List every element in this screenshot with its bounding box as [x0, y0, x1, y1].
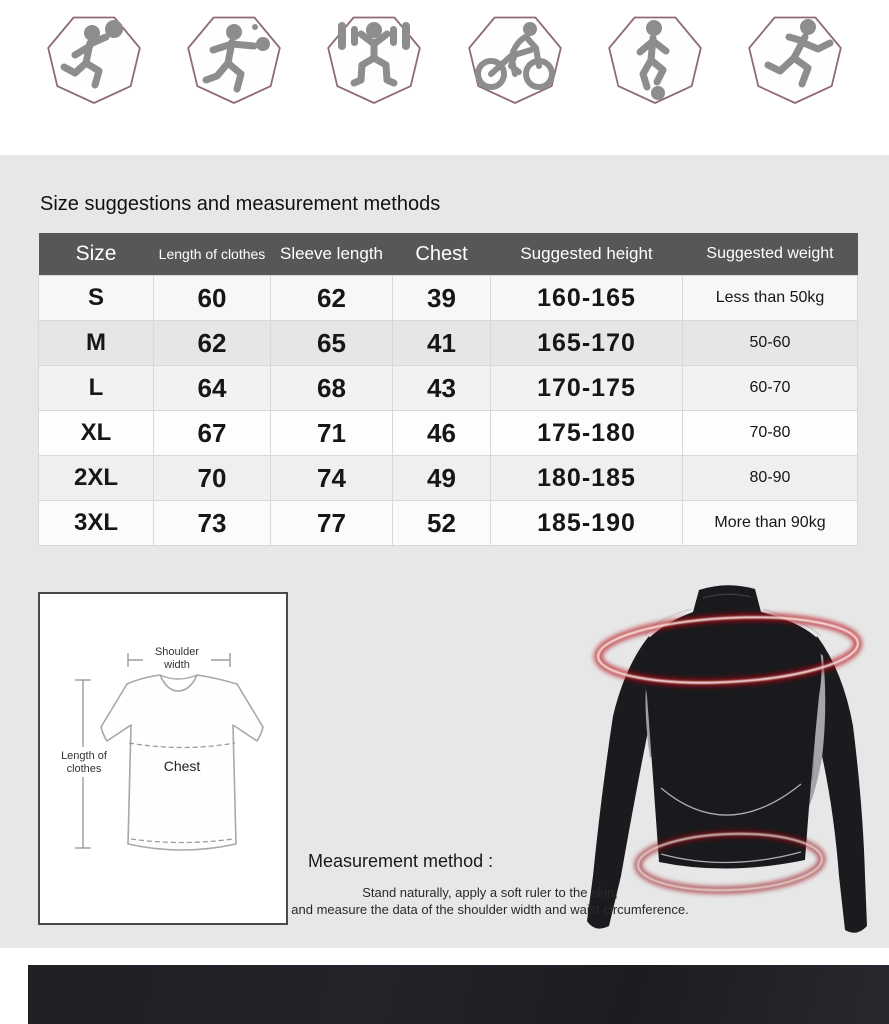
length-clothes-label: Length of: [61, 750, 107, 762]
size-table-header-row: [39, 233, 858, 276]
cell-size: XL: [39, 411, 154, 456]
size-table-header-cell: Suggested weight: [683, 233, 858, 276]
measurement-method-description: [283, 884, 697, 918]
size-table-header-cell: Sleeve length: [271, 233, 393, 276]
cell-size: S: [39, 276, 154, 321]
size-table-row: [39, 276, 858, 321]
cell-length: 70: [154, 456, 271, 501]
cell-chest: 43: [393, 366, 491, 411]
cell-length: 67: [154, 411, 271, 456]
cell-chest: 52: [393, 501, 491, 546]
cell-weight: 80-90: [683, 456, 858, 501]
chest-label: Chest: [163, 758, 201, 774]
size-table: [38, 233, 858, 546]
cell-size: M: [39, 321, 154, 366]
shirt-torso: [644, 585, 821, 868]
cell-sleeve: 74: [271, 456, 393, 501]
table-tennis-icon: [184, 8, 284, 108]
cell-sleeve: 71: [271, 411, 393, 456]
cell-sleeve: 65: [271, 321, 393, 366]
cell-height: 175-180: [491, 411, 683, 456]
section-title: Size suggestions and measurement methods: [40, 193, 441, 215]
shoulder-width-label2: width: [164, 659, 190, 671]
cycling-icon: [465, 8, 565, 108]
cell-size: 2XL: [39, 456, 154, 501]
size-section: [0, 155, 889, 948]
size-table-header-cell: Chest: [393, 233, 491, 276]
length-clothes-label2: clothes: [66, 763, 102, 775]
cell-height: 170-175: [491, 366, 683, 411]
cell-height: 180-185: [491, 456, 683, 501]
cell-weight: Less than 50kg: [683, 276, 858, 321]
cell-height: 160-165: [491, 276, 683, 321]
size-table-row: [39, 501, 858, 546]
measurement-method-heading: Measurement method :: [308, 851, 494, 871]
shoulder-width-label: Shoulder: [154, 646, 200, 658]
tshirt-measure-diagram: [38, 592, 288, 925]
cell-chest: 39: [393, 276, 491, 321]
cell-length: 73: [154, 501, 271, 546]
cell-weight: 50-60: [683, 321, 858, 366]
cell-size: 3XL: [39, 501, 154, 546]
basketball-icon: [44, 8, 144, 108]
cell-chest: 46: [393, 411, 491, 456]
measurement-line2: and measure the data of the shoulder width and waist circumference.: [291, 902, 689, 917]
size-table-row: [39, 366, 858, 411]
cell-weight: 70-80: [683, 411, 858, 456]
footer-image-strip: [28, 965, 889, 1024]
size-table-header-cell: Suggested height: [491, 233, 683, 276]
size-table-header-cell: Size: [39, 233, 154, 276]
cell-chest: 49: [393, 456, 491, 501]
cell-sleeve: 77: [271, 501, 393, 546]
cell-length: 62: [154, 321, 271, 366]
running-icon: [745, 8, 845, 108]
cell-sleeve: 68: [271, 366, 393, 411]
weightlifting-icon: [324, 8, 424, 108]
cell-height: 185-190: [491, 501, 683, 546]
cell-length: 60: [154, 276, 271, 321]
cell-height: 165-170: [491, 321, 683, 366]
size-table-row: [39, 321, 858, 366]
sport-icons-row: [0, 8, 889, 112]
cell-length: 64: [154, 366, 271, 411]
cell-sleeve: 62: [271, 276, 393, 321]
cell-weight: 60-70: [683, 366, 858, 411]
measurement-line1: Stand naturally, apply a soft ruler to the skin,: [362, 885, 618, 900]
size-table-header-cell: Length of clothes: [154, 233, 271, 276]
size-table-row: [39, 456, 858, 501]
cell-chest: 41: [393, 321, 491, 366]
cell-size: L: [39, 366, 154, 411]
soccer-icon: [605, 8, 705, 108]
cell-weight: More than 90kg: [683, 501, 858, 546]
size-table-row: [39, 411, 858, 456]
